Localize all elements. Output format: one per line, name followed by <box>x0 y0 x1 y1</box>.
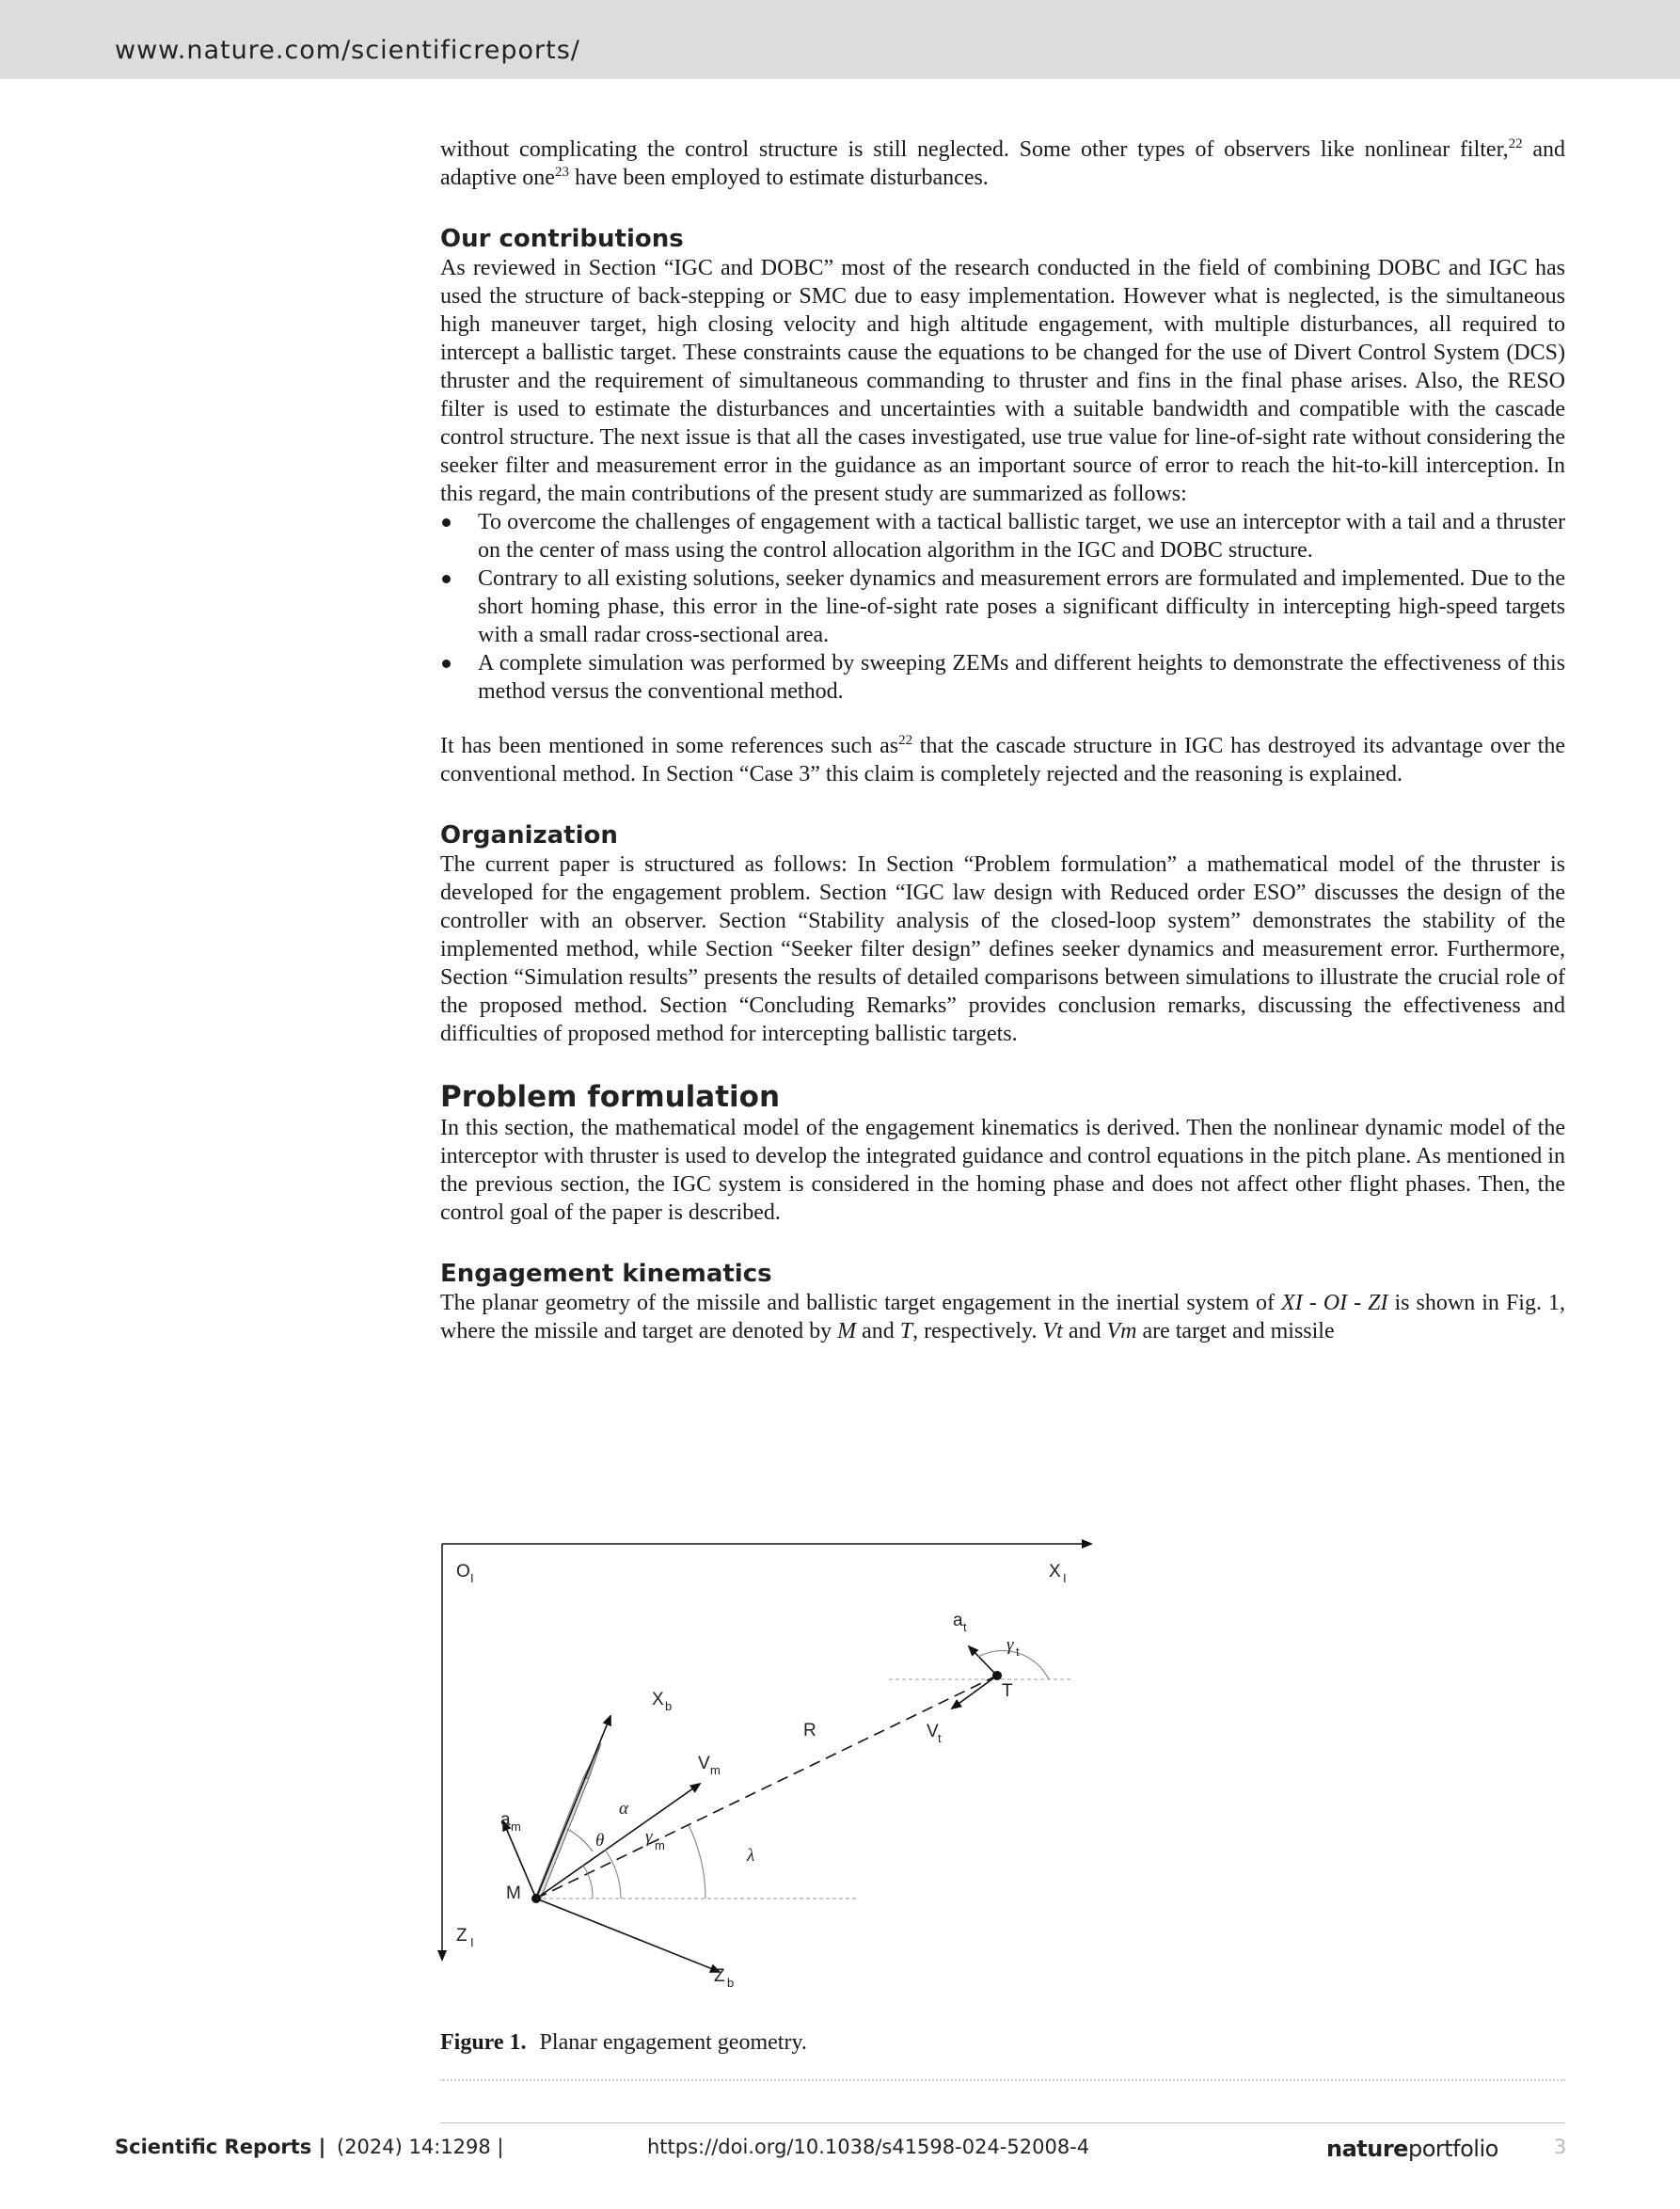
section-heading-contributions: Our contributions <box>440 225 684 253</box>
journal-url[interactable]: www.nature.com/scientificreports/ <box>115 36 580 65</box>
label-vm: V <box>698 1754 710 1773</box>
label-gamma-t-sub: t <box>1016 1645 1020 1659</box>
kin-text-and: and <box>856 1319 900 1343</box>
engagement-diagram <box>423 1532 1119 2011</box>
list-item: Contrary to all existing solutions, seeker dynamics and measurement errors are formulated and implemented. Due to the short homing phase, this error in the line-of-sight rate poses a significant difficulty in intercepting high-speed targets with a small radar cross-sectional area. <box>440 564 1565 649</box>
intro-text-3: have been employed to estimate disturbances. <box>568 166 989 190</box>
footer-divider <box>440 2122 1565 2123</box>
intro-text-1: without complicating the control structure is still neglected. Some other types of observers like nonlinear filter, <box>440 137 1509 162</box>
problem-paragraph: In this section, the mathematical model of the engagement kinematics is derived. Then the nonlinear dynamic model of the interceptor with thruster is used to develop the integrated guidance and control equations in the pitch plane. As mentioned in the previous section, the IGC system is considered in the homing phase and does not affect other flight phases. Then, the control goal of the paper is described. <box>440 1116 1565 1225</box>
label-vt: V <box>927 1722 939 1741</box>
xb-axis <box>536 1716 610 1899</box>
label-oi: O <box>456 1562 470 1581</box>
section-heading-problem-formulation: Problem formulation <box>440 1080 781 1114</box>
label-xi-sub: I <box>1063 1571 1067 1585</box>
gamma-m-arc <box>605 1850 621 1899</box>
gamma-t-arc <box>978 1651 1049 1679</box>
contributions-paragraph: As reviewed in Section “IGC and DOBC” most of the research conducted in the field of combining DOBC and IGC has used the structure of back-stepping or SMC due to easy implementation. However what is neglected, is the simultaneous high maneuver target, high closing velocity and high altitude engagement, with multiple disturbances, all required to intercept a ballistic target. These constraints cause the equations to be changed for the use of Divert Control System (DCS) thruster and the requirement of simultaneous commanding to thruster and fins in the final phase arises. Also, the RESO filter is used to estimate the disturbances and uncertainties with a suitable bandwidth and compatible with the cascade control structure. The next issue is that all the cases investigated, use true value for line-of-sight rate without considering the seeker filter and measurement error in the guidance as an important source of error to reach the hit-to-kill interception. In this regard, the main contributions of the present study are summarized as follows: <box>440 256 1565 506</box>
figure-caption-label: Figure 1. <box>440 2030 527 2055</box>
label-zb: Z <box>714 1966 725 1986</box>
logo-light: portfolio <box>1407 2136 1498 2162</box>
citation-ref[interactable]: 22 <box>898 733 913 748</box>
at-vector <box>969 1646 997 1676</box>
theta-arc <box>583 1866 593 1899</box>
label-at: a <box>953 1611 963 1630</box>
missile-point <box>531 1894 541 1903</box>
label-gamma-m-sub: m <box>655 1838 665 1852</box>
label-m: M <box>506 1883 521 1903</box>
logo-bold: nature <box>1326 2136 1408 2162</box>
label-am: a <box>500 1810 511 1830</box>
label-alpha: α <box>619 1799 628 1819</box>
footer-doi-link[interactable]: https://doi.org/10.1038/s41598-024-52008-4 <box>647 2136 1090 2158</box>
label-vt-sub: t <box>938 1731 942 1745</box>
section-heading-engagement-kinematics: Engagement kinematics <box>440 1260 772 1288</box>
kin-text-and2: and <box>1062 1319 1107 1343</box>
article-body <box>440 135 1565 1345</box>
target-velocity-symbol: Vt <box>1042 1319 1063 1343</box>
zb-axis <box>536 1899 720 1972</box>
label-xb-sub: b <box>665 1699 673 1713</box>
citation-ref[interactable]: 23 <box>554 165 569 180</box>
cascade-text-1: It has been mentioned in some references such as <box>440 734 899 758</box>
label-theta: θ <box>595 1831 605 1851</box>
target-symbol: T <box>899 1319 913 1343</box>
kin-text-4: are target and missile <box>1136 1319 1335 1343</box>
label-vm-sub: m <box>710 1763 721 1777</box>
intro-paragraph <box>440 135 1565 192</box>
label-lambda: λ <box>747 1846 755 1866</box>
section-heading-organization: Organization <box>440 821 618 850</box>
journal-header-bar <box>0 0 1680 79</box>
kin-text-1: The planar geometry of the missile and ballistic target engagement in the inertial system of <box>440 1291 1282 1315</box>
label-zi: Z <box>456 1926 468 1946</box>
figure-caption <box>440 2028 807 2057</box>
label-zi-sub: I <box>470 1935 474 1949</box>
label-zb-sub: b <box>727 1976 735 1990</box>
kin-text-3: , respectively. <box>912 1319 1043 1343</box>
alpha-arc <box>567 1829 593 1851</box>
label-xb: X <box>652 1690 664 1709</box>
cascade-paragraph <box>440 732 1565 788</box>
label-at-sub: t <box>963 1620 967 1634</box>
kin-text-2: is shown in Fig. 1, where the missile and target are denoted by <box>440 1291 1565 1343</box>
footer-volume: (2024) 14:1298 | <box>337 2136 504 2158</box>
frame-symbol: XI - OI - ZI <box>1281 1291 1388 1315</box>
vt-vector <box>952 1676 997 1708</box>
figure-divider <box>440 2079 1565 2081</box>
label-gamma-m: γ <box>645 1827 653 1847</box>
line-of-sight-r <box>536 1676 997 1899</box>
missile-symbol: M <box>837 1319 857 1343</box>
intro-text-2: and adaptive one <box>440 137 1566 190</box>
label-xi: X <box>1049 1562 1061 1581</box>
page-number: 3 <box>1554 2136 1567 2158</box>
label-gamma-t: γ <box>1006 1635 1014 1655</box>
cascade-text-2: that the cascade structure in IGC has destroyed its advantage over the conventional method. In Section “Case 3” this claim is completely rejected and the reasoning is explained. <box>440 734 1566 787</box>
label-r: R <box>803 1721 816 1740</box>
label-oi-sub: I <box>470 1571 474 1585</box>
publisher-logo <box>1326 2136 1498 2162</box>
footer-journal: Scientific Reports | <box>115 2136 326 2158</box>
contributions-list <box>440 508 1565 706</box>
citation-ref[interactable]: 22 <box>1508 136 1523 151</box>
figure-caption-text: Planar engagement geometry. <box>539 2030 807 2055</box>
label-am-sub: m <box>511 1820 521 1834</box>
organization-paragraph: The current paper is structured as follows: In Section “Problem formulation” a mathematical model of the thruster is developed for the engagement problem. Section “IGC law design with Reduced order ESO” discusses the design of the controller with an observer. Section “Stability analysis of the closed-loop system” demonstrates the stability of the implemented method, while Section “Seeker filter design” defines seeker dynamics and measurement error. Furthermore, Section “Simulation results” presents the results of detailed comparisons between simulations to illustrate the crucial role of the proposed method. Section “Concluding Remarks” provides conclusion remarks, discussing the effectiveness and difficulties of proposed method for intercepting ballistic targets. <box>440 852 1565 1046</box>
list-item: To overcome the challenges of engagement with a tactical ballistic target, we use an interceptor with a tail and a thruster on the center of mass using the control allocation algorithm in the IGC and DOBC structure. <box>440 508 1565 564</box>
missile-velocity-symbol: Vm <box>1106 1319 1137 1343</box>
list-item: A complete simulation was performed by sweeping ZEMs and different heights to demonstrate the effectiveness of this method versus the conventional method. <box>440 649 1565 706</box>
kinematics-paragraph <box>440 1289 1565 1345</box>
label-t: T <box>1002 1681 1013 1701</box>
figure-1-engagement-geometry <box>423 1532 1119 2011</box>
lambda-arc <box>689 1825 705 1899</box>
